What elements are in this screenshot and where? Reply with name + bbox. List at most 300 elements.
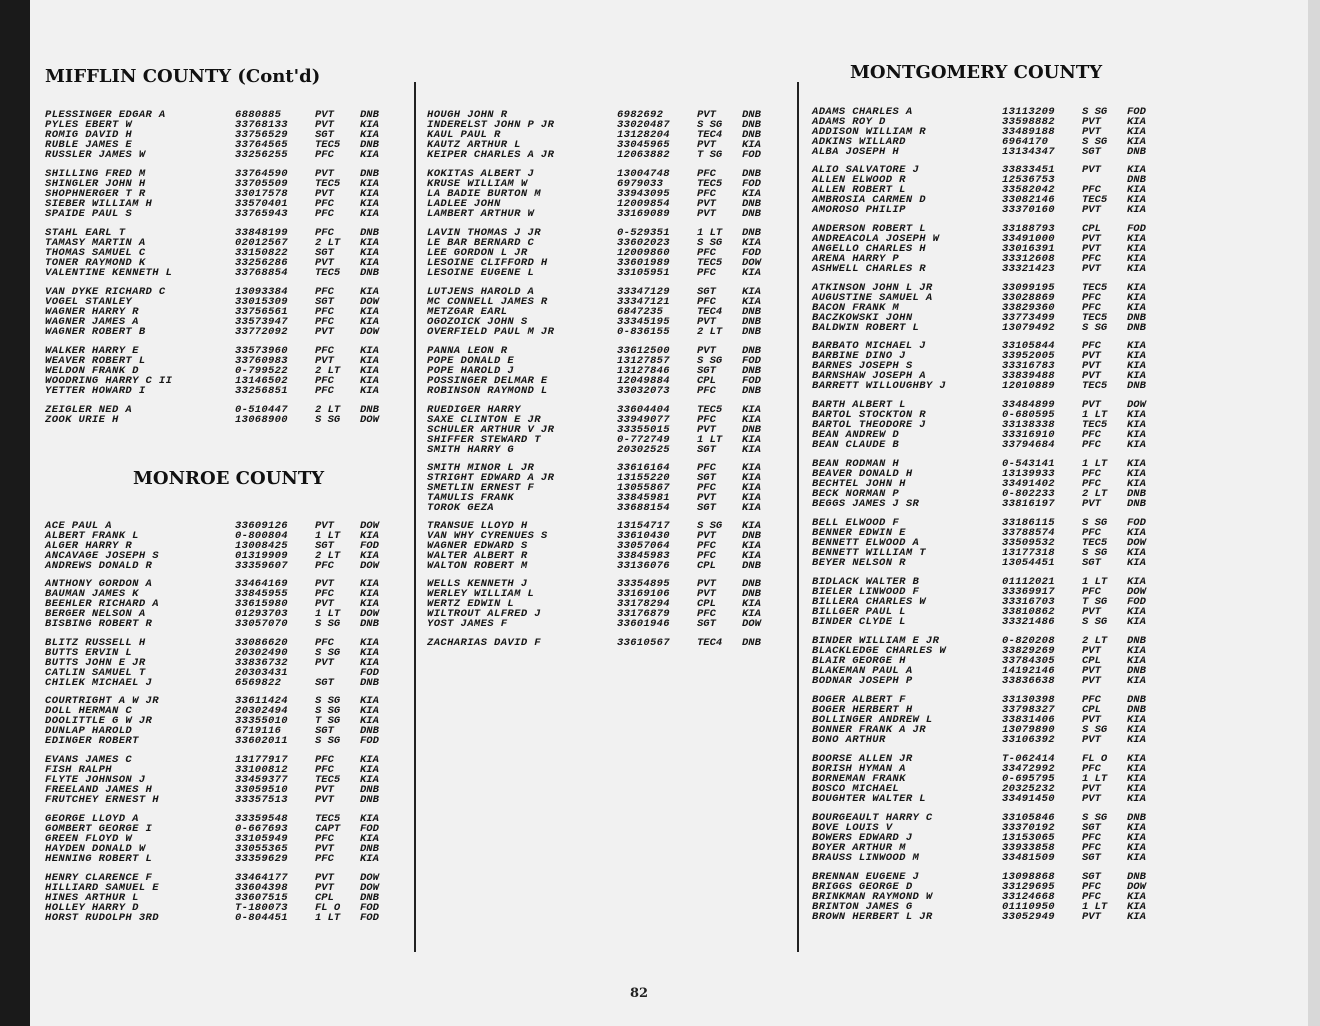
record-rank: 1 LT <box>315 911 341 924</box>
record-name: BONNER FRANK A JR <box>812 723 926 736</box>
record-name: WERTZ EDWIN L <box>427 597 515 610</box>
record-status: DNB <box>742 364 761 377</box>
record-rank: PVT <box>1082 125 1101 138</box>
record-name: BILLERA CHARLES W <box>812 595 926 608</box>
record-rank: FL O <box>1082 753 1108 765</box>
record-rank: PVT <box>315 354 334 367</box>
casualty-record <box>812 497 1172 510</box>
record-serial-number: 6719116 <box>235 724 282 737</box>
record-status: DNB <box>360 227 379 239</box>
record-rank: PVT <box>1082 203 1101 216</box>
record-serial-number: 33784305 <box>1002 654 1055 667</box>
left-column-group <box>45 756 405 805</box>
record-name: BRENNAN EUGENE J <box>812 871 920 883</box>
record-status: DNB <box>742 637 761 649</box>
casualty-record <box>45 617 405 630</box>
record-name: WAGNER EDWARD S <box>427 539 528 552</box>
record-serial-number: 33489188 <box>1002 125 1055 138</box>
record-name: FRUTCHEY ERNEST H <box>45 793 159 806</box>
record-status: KIA <box>360 207 379 220</box>
record-serial-number: 33186115 <box>1002 517 1055 529</box>
record-name: BORNEMAN FRANK <box>812 772 906 785</box>
right-column-group <box>812 519 1172 568</box>
record-status: KIA <box>360 345 379 357</box>
record-serial-number: 33491000 <box>1002 232 1055 245</box>
record-status: KIA <box>1127 193 1146 206</box>
record-serial-number: 33756529 <box>235 128 288 141</box>
record-rank: PVT <box>1082 674 1101 687</box>
record-serial-number: 33045965 <box>617 138 670 151</box>
record-serial-number: 33169106 <box>617 587 670 600</box>
record-serial-number: 33099195 <box>1002 282 1055 294</box>
record-name: BENNETT ELWOOD A <box>812 536 920 549</box>
record-name: HOLLEY HARRY D <box>45 901 139 914</box>
record-name: BOYER ARTHUR M <box>812 841 906 854</box>
record-rank: SGT <box>697 286 716 298</box>
record-status: KIA <box>1127 282 1146 294</box>
record-name: BOWERS EDWARD J <box>812 831 913 844</box>
record-rank: S SG <box>315 704 341 717</box>
record-name: BOURGEAULT HARRY C <box>812 812 933 824</box>
record-rank: SGT <box>697 501 716 514</box>
record-status: FOD <box>1127 223 1146 235</box>
record-name: KAUL PAUL R <box>427 128 501 141</box>
casualty-record <box>812 379 1172 392</box>
record-name: BENNER EDWIN E <box>812 526 906 539</box>
casualty-record <box>427 443 787 456</box>
record-serial-number: 33604404 <box>617 404 670 416</box>
record-name: PLESSINGER EDGAR A <box>45 109 166 121</box>
record-status: DNB <box>742 207 761 220</box>
record-status: KIA <box>1127 291 1146 304</box>
right-column-group <box>812 166 1172 215</box>
record-name: HAYDEN DONALD W <box>45 842 146 855</box>
record-name: KRUSE WILLIAM W <box>427 177 528 190</box>
record-status: KIA <box>360 714 379 727</box>
record-name: RUEDIGER HARRY <box>427 404 521 416</box>
record-rank: PVT <box>315 109 334 121</box>
record-status: DOW <box>1127 399 1146 411</box>
record-serial-number: T-062414 <box>1002 753 1055 765</box>
record-name: MC CONNELL JAMES R <box>427 295 548 308</box>
record-name: YOST JAMES F <box>427 617 508 630</box>
record-name: LE BAR BERNARD C <box>427 236 535 249</box>
record-rank: PFC <box>1082 890 1101 903</box>
record-name: WAGNER ROBERT B <box>45 325 146 338</box>
record-name: EVANS JAMES C <box>45 754 133 766</box>
record-status: KIA <box>1127 782 1146 795</box>
casualty-record <box>812 851 1172 864</box>
record-serial-number: 33760983 <box>235 354 288 367</box>
record-rank: SGT <box>1082 556 1101 569</box>
record-name: BARRETT WILLOUGHBY J <box>812 379 947 392</box>
record-status: KIA <box>360 578 379 590</box>
record-name: BUTTS ERVIN L <box>45 646 133 659</box>
record-name: BEAVER DONALD H <box>812 467 913 480</box>
record-name: GOMBERT GEORGE I <box>45 822 153 835</box>
middle-column-group <box>427 464 787 513</box>
record-status: DNB <box>742 197 761 210</box>
record-serial-number: 33347121 <box>617 295 670 308</box>
record-name: BEEHLER RICHARD A <box>45 597 159 610</box>
record-name: BILLGER PAUL L <box>812 605 906 618</box>
record-name: ROMIG DAVID H <box>45 128 133 141</box>
record-rank: PVT <box>1082 605 1101 618</box>
right-column-group <box>812 578 1172 627</box>
record-rank: S SG <box>697 118 723 131</box>
record-serial-number: 13127846 <box>617 364 670 377</box>
record-name: PANNA LEON R <box>427 345 508 357</box>
record-status: KIA <box>1127 762 1146 775</box>
record-serial-number: 33768133 <box>235 118 288 131</box>
record-status: KIA <box>1127 408 1146 421</box>
record-status: FOD <box>742 177 761 190</box>
casualty-record <box>427 639 787 649</box>
record-name: WEAVER ROBERT L <box>45 354 146 367</box>
record-status: KIA <box>1127 546 1146 559</box>
record-name: KAUTZ ARTHUR L <box>427 138 521 151</box>
record-rank: TEC5 <box>1082 536 1108 549</box>
record-serial-number: 33933858 <box>1002 841 1055 854</box>
record-name: BALDWIN ROBERT L <box>812 321 920 334</box>
casualty-record <box>427 266 787 279</box>
record-name: ANGELLO CHARLES H <box>812 242 926 255</box>
right-column-group <box>812 225 1172 274</box>
casualty-record <box>812 910 1172 923</box>
record-status: DNB <box>742 423 761 436</box>
record-status: KIA <box>360 637 379 649</box>
record-rank: TEC4 <box>697 128 723 141</box>
record-rank: TEC4 <box>697 637 723 649</box>
record-serial-number: 33607515 <box>235 891 288 904</box>
record-name: PYLES EBERT W <box>45 118 133 131</box>
record-serial-number: 6569822 <box>235 676 282 689</box>
record-serial-number: 13177318 <box>1002 546 1055 559</box>
record-name: BUTTS JOHN E JR <box>45 656 146 669</box>
casualty-record <box>812 792 1172 805</box>
record-rank: TEC5 <box>315 177 341 190</box>
record-status: DNB <box>742 128 761 141</box>
record-name: HOUGH JOHN R <box>427 109 508 121</box>
record-rank: SGT <box>1082 145 1101 158</box>
record-rank: S SG <box>315 617 341 630</box>
record-name: EDINGER ROBERT <box>45 734 139 747</box>
casualty-record <box>812 262 1172 275</box>
record-rank: PFC <box>315 754 334 766</box>
record-status: KIA <box>1127 438 1146 451</box>
record-serial-number: 33829360 <box>1002 301 1055 314</box>
record-rank: PVT <box>315 872 334 884</box>
casualty-record <box>45 559 405 572</box>
record-serial-number: 13055867 <box>617 481 670 494</box>
record-rank: PVT <box>1082 349 1101 362</box>
right-column-group <box>812 108 1172 157</box>
record-serial-number: 33150822 <box>235 246 288 259</box>
record-status: DNB <box>360 168 379 180</box>
record-name: VAN WHY CYRENUES S <box>427 529 548 542</box>
record-rank: S SG <box>1082 546 1108 559</box>
record-name: LEE GORDON L JR <box>427 246 528 259</box>
record-status: DOW <box>742 617 761 630</box>
record-rank: PFC <box>1082 183 1101 196</box>
record-name: FISH RALPH <box>45 763 113 776</box>
record-serial-number: 0-667693 <box>235 822 288 835</box>
record-status: KIA <box>1127 605 1146 618</box>
record-status: DNB <box>1127 812 1146 824</box>
record-name: BARNSHAW JOSEPH A <box>812 369 926 382</box>
record-name: DUNLAP HAROLD <box>45 724 133 737</box>
record-status: KIA <box>360 646 379 659</box>
record-name: BARBINE DINO J <box>812 349 906 362</box>
record-name: WERLEY WILLIAM L <box>427 587 535 600</box>
record-serial-number: 33359548 <box>235 813 288 825</box>
record-serial-number: 33129695 <box>1002 880 1055 893</box>
record-serial-number: 33764565 <box>235 138 288 151</box>
record-serial-number: 12049884 <box>617 374 670 387</box>
record-rank: PFC <box>315 227 334 239</box>
record-serial-number: 33178294 <box>617 597 670 610</box>
record-name: ADKINS WILLARD <box>812 135 906 148</box>
scan-right-edge <box>1308 0 1320 1026</box>
record-status: KIA <box>1127 242 1146 255</box>
record-status: KIA <box>1127 458 1146 470</box>
record-status: FOD <box>360 539 379 552</box>
record-serial-number: 33829269 <box>1002 644 1055 657</box>
record-rank: TEC5 <box>1082 311 1108 324</box>
record-serial-number: 0-804451 <box>235 911 288 924</box>
record-status: DOW <box>360 559 379 572</box>
record-status: KIA <box>1127 369 1146 382</box>
record-serial-number: 33601989 <box>617 256 670 269</box>
record-name: ANDERSON ROBERT L <box>812 223 926 235</box>
record-rank: 1 LT <box>1082 408 1108 421</box>
record-rank: 1 LT <box>315 529 341 542</box>
record-serial-number: 0-680595 <box>1002 408 1055 421</box>
record-name: BLAKEMAN PAUL A <box>812 664 913 677</box>
record-name: BARNES JOSEPH S <box>812 359 913 372</box>
casualty-record <box>45 676 405 689</box>
record-status: DNB <box>742 529 761 542</box>
record-serial-number: 33598882 <box>1002 115 1055 128</box>
record-rank: PFC <box>1082 831 1101 844</box>
record-rank: PVT <box>1082 369 1101 382</box>
record-status: KIA <box>360 315 379 328</box>
record-serial-number: 33105844 <box>1002 340 1055 352</box>
record-status: KIA <box>1127 428 1146 441</box>
record-name: ZACHARIAS DAVID F <box>427 637 541 649</box>
casualty-record <box>812 145 1172 158</box>
record-name: RUBLE JAMES E <box>45 138 133 151</box>
record-serial-number: 33359629 <box>235 852 288 865</box>
record-serial-number: 01293703 <box>235 607 288 620</box>
record-status: KIA <box>1127 467 1146 480</box>
record-name: ANDREWS DONALD R <box>45 559 153 572</box>
record-serial-number: 33610567 <box>617 637 670 649</box>
record-name: BERGER NELSON A <box>45 607 146 620</box>
record-status: DNB <box>742 305 761 318</box>
record-rank: PVT <box>1082 644 1101 657</box>
right-column-group <box>812 401 1172 450</box>
record-status: DNB <box>1127 664 1146 677</box>
record-status: KIA <box>360 852 379 865</box>
record-rank: PFC <box>1082 585 1101 598</box>
record-status: KIA <box>360 384 379 397</box>
record-serial-number: 33573960 <box>235 345 288 357</box>
casualty-record <box>45 384 405 397</box>
record-status: KIA <box>360 177 379 190</box>
record-name: BISBING ROBERT R <box>45 617 153 630</box>
casualty-record <box>812 615 1172 628</box>
record-rank: PFC <box>1082 762 1101 775</box>
record-name: BOSCO MICHAEL <box>812 782 900 795</box>
record-serial-number: 33359607 <box>235 559 288 572</box>
record-status: DNB <box>360 266 379 279</box>
record-serial-number: 33020487 <box>617 118 670 131</box>
record-serial-number: 33130398 <box>1002 694 1055 706</box>
record-rank: SGT <box>1082 871 1101 883</box>
record-status: DNB <box>1127 487 1146 500</box>
record-serial-number: 0-695795 <box>1002 772 1055 785</box>
record-name: STAHL EARL T <box>45 227 126 239</box>
record-rank: PFC <box>697 384 716 397</box>
record-serial-number: 33459377 <box>235 773 288 786</box>
record-name: ASHWELL CHARLES R <box>812 262 926 275</box>
record-rank: PFC <box>697 413 716 426</box>
record-status: KIA <box>1127 556 1146 569</box>
record-name: SHILLING FRED M <box>45 168 146 180</box>
record-rank: 2 LT <box>1082 487 1108 500</box>
record-name: BARTH ALBERT L <box>812 399 906 411</box>
record-name: BLITZ RUSSELL H <box>45 637 146 649</box>
middle-column-group <box>427 522 787 571</box>
record-rank: TEC5 <box>315 773 341 786</box>
casualty-record <box>812 674 1172 687</box>
record-rank: S SG <box>1082 135 1108 148</box>
record-rank: PFC <box>315 148 334 161</box>
record-rank: S SG <box>315 413 341 426</box>
record-status: KIA <box>1127 135 1146 148</box>
record-name: BEGGS JAMES J SR <box>812 497 920 510</box>
record-serial-number: 33798327 <box>1002 703 1055 716</box>
record-serial-number: 33794684 <box>1002 438 1055 451</box>
record-serial-number: 33169089 <box>617 207 670 220</box>
record-rank: PFC <box>315 763 334 776</box>
record-name: BECHTEL JOHN H <box>812 477 906 490</box>
record-name: TAMULIS FRANK <box>427 491 515 504</box>
record-serial-number: 33355010 <box>235 714 288 727</box>
record-status: KIA <box>1127 910 1146 923</box>
record-rank: PVT <box>697 529 716 542</box>
record-name: BARTOL THEODORE J <box>812 418 926 431</box>
record-serial-number: 13146502 <box>235 374 288 387</box>
record-rank: T SG <box>1082 595 1108 608</box>
record-serial-number: 13139933 <box>1002 467 1055 480</box>
casualty-record <box>45 325 405 338</box>
record-name: LESOINE CLIFFORD H <box>427 256 548 269</box>
record-serial-number: 33705509 <box>235 177 288 190</box>
record-name: BIELER LINWOOD F <box>812 585 920 598</box>
record-status: DNB <box>1127 173 1146 186</box>
record-rank: 2 LT <box>315 236 341 249</box>
record-rank: PFC <box>315 286 334 298</box>
record-rank: S SG <box>315 734 341 747</box>
record-serial-number: 33616164 <box>617 462 670 474</box>
record-serial-number: 13068900 <box>235 413 288 426</box>
record-rank: CPL <box>1082 654 1101 667</box>
record-serial-number: 13153065 <box>1002 831 1055 844</box>
record-status: KIA <box>1127 349 1146 362</box>
record-serial-number: 33836638 <box>1002 674 1055 687</box>
casualty-record <box>427 617 787 630</box>
record-rank: PVT <box>315 597 334 610</box>
casualty-record <box>427 207 787 220</box>
record-rank: 2 LT <box>315 364 341 377</box>
record-serial-number: 33355015 <box>617 423 670 436</box>
record-serial-number: 02012567 <box>235 236 288 249</box>
record-status: DOW <box>1127 880 1146 893</box>
record-name: ALLEN ROBERT L <box>812 183 906 196</box>
record-name: VAN DYKE RICHARD C <box>45 286 166 298</box>
record-status: KIA <box>1127 723 1146 736</box>
record-serial-number: 33354895 <box>617 578 670 590</box>
record-rank: 1 LT <box>315 607 341 620</box>
record-serial-number: 33052949 <box>1002 910 1055 923</box>
record-status: DNB <box>1127 311 1146 324</box>
record-status: FOD <box>360 734 379 747</box>
record-rank: PVT <box>1082 399 1101 411</box>
record-name: BRINTON JAMES G <box>812 900 913 913</box>
heading-mifflin-county: MIFFLIN COUNTY (Cont'd) <box>45 66 321 87</box>
record-name: BRAUSS LINWOOD M <box>812 851 920 864</box>
record-name: BEAN CLAUDE B <box>812 438 900 451</box>
record-name: KEIPER CHARLES A JR <box>427 148 555 161</box>
record-serial-number: 33481509 <box>1002 851 1055 864</box>
record-status: KIA <box>1127 252 1146 265</box>
record-serial-number: 0-800804 <box>235 529 288 542</box>
record-serial-number: 33188793 <box>1002 223 1055 235</box>
record-serial-number: 33764590 <box>235 168 288 180</box>
heading-montgomery-county: MONTGOMERY COUNTY <box>850 62 1103 83</box>
record-name: TRANSUE LLOYD H <box>427 520 528 532</box>
record-status: DNB <box>360 793 379 806</box>
record-status: KIA <box>1127 713 1146 726</box>
record-serial-number: 12009854 <box>617 197 670 210</box>
record-status: KIA <box>360 187 379 200</box>
record-name: DOLL HERMAN C <box>45 704 133 717</box>
record-serial-number: 33765943 <box>235 207 288 220</box>
record-rank: PFC <box>315 305 334 318</box>
record-name: SMETLIN ERNEST F <box>427 481 535 494</box>
right-column-group <box>812 342 1172 391</box>
record-status: KIA <box>742 471 761 484</box>
record-status: DNB <box>360 724 379 737</box>
record-name: ALIO SALVATORE J <box>812 164 920 176</box>
record-serial-number: 13134347 <box>1002 145 1055 158</box>
record-status: KIA <box>742 413 761 426</box>
record-status: DNB <box>360 676 379 689</box>
record-status: DOW <box>360 872 379 884</box>
record-name: ALLEN ELWOOD R <box>812 173 906 186</box>
document-page <box>30 0 1308 1026</box>
record-serial-number: 33949077 <box>617 413 670 426</box>
record-rank: PVT <box>315 842 334 855</box>
record-status: KIA <box>1127 232 1146 245</box>
record-name: WILTROUT ALFRED J <box>427 607 541 620</box>
record-status: DNB <box>360 404 379 416</box>
record-name: ZEIGLER NED A <box>45 404 133 416</box>
record-rank: PFC <box>697 168 716 180</box>
record-name: BEAN ANDREW D <box>812 428 900 441</box>
